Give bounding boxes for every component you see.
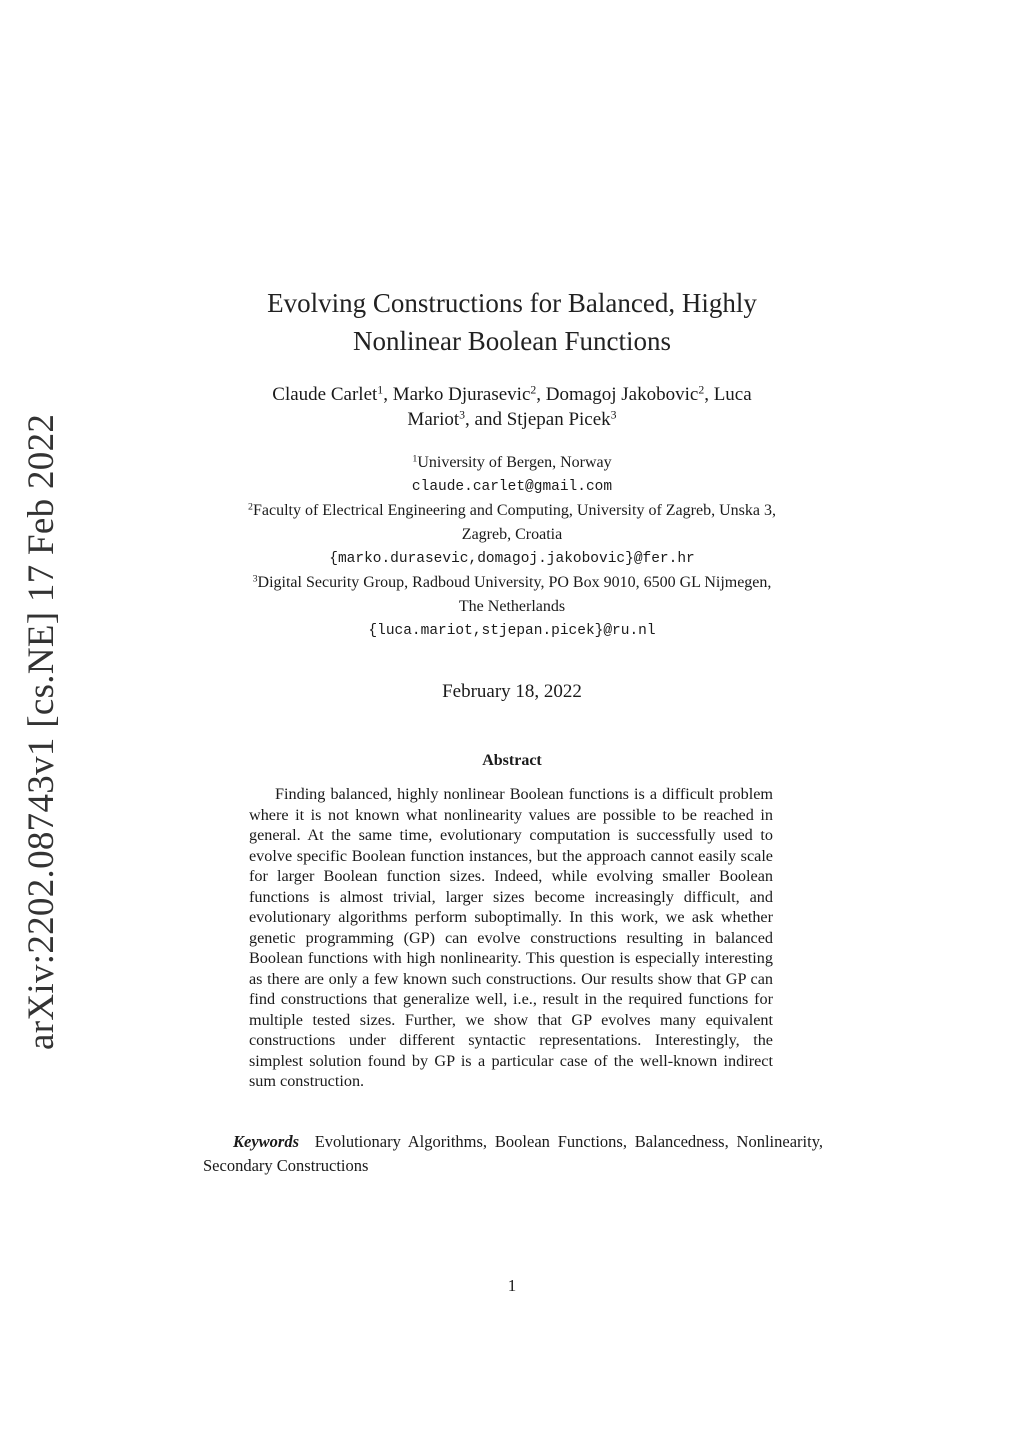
- paper-title: [0, 284, 1024, 360]
- affiliation-3: $^3$Digital Security Group, Radboud University, PO Box 9010, 6500 GL Nijmegen, The Netherlands {luca.mariot,stjepan.picek}@ru.nl: [0, 571, 1024, 643]
- email[interactable]: claude.carlet@gmail.com: [411, 479, 613, 495]
- page-number: 1: [507, 1276, 517, 1295]
- email[interactable]: {luca.mariot,stjepan.picek}@ru.nl: [368, 623, 656, 639]
- title-line-1: Evolving Constructions for Balanced, Highly: [267, 288, 757, 318]
- affiliation-1: $^1$University of Bergen, Norway claude.carlet@gmail.com: [0, 451, 1024, 499]
- author-name: Mariot: [407, 409, 460, 430]
- author-list: [0, 382, 1024, 432]
- author-name: Claude Carlet: [272, 384, 378, 405]
- authors-line-2: Mariot$^3$, and Stjepan Picek$^3$: [407, 408, 617, 430]
- abstract-body: Finding balanced, highly nonlinear Boolean functions is a difficult problem where it is not known what nonlinearity values are possible to be reached in general. At the same time, evolutionary computation is successfully used to evolve specific Boolean function instances, but the approach cannot easily scale for larger Boolean function sizes. Indeed, while evolving smaller Boolean functions is almost trivial, larger sizes become increasingly difficult, and evolutionary algorithms perform suboptimally. In this work, we ask whether genetic programming (GP) can evolve constructions resulting in balanced Boolean functions with high nonlinearity. This question is especially interesting as there are only a few known such constructions. Our results show that GP can find constructions that generalize well, i.e., result in the required functions for multiple tested sizes. Further, we show that GP evolves many equivalent constructions under different syntactic representations. Interestingly, the simplest solution found by GP is a particular case of the well-known indirect sum construction.: [249, 785, 773, 1090]
- title-line-2: Nonlinear Boolean Functions: [353, 326, 671, 356]
- author-name: Luca: [713, 384, 752, 405]
- author-name: Domagoj Jakobovic: [545, 384, 699, 405]
- author-name: Marko Djurasevic: [392, 384, 531, 405]
- email[interactable]: {marko.durasevic,domagoj.jakobovic}@fer.hr: [329, 551, 695, 567]
- affiliation-2: $^2$Faculty of Electrical Engineering and Computing, University of Zagreb, Unska 3, Zagreb, Croatia {marko.durasevic,domagoj.jakobovic}@fer.hr: [0, 499, 1024, 571]
- keywords-label: Keywords: [233, 1132, 299, 1151]
- authors-line-1: Claude Carlet$^1$, Marko Djurasevic$^2$, Domagoj Jakobovic$^2$, Luca: [272, 383, 752, 405]
- arxiv-stamp: arXiv:2202.08743v1 [cs.NE] 17 Feb 2022: [21, 413, 62, 1050]
- keywords-text: Evolutionary Algorithms, Boolean Functions, Balancedness, Nonlinearity, Secondary Constructions: [203, 1132, 824, 1175]
- keywords: [203, 1130, 823, 1178]
- author-name: and Stjepan Picek: [474, 409, 611, 430]
- publication-date: February 18, 2022: [442, 681, 582, 702]
- abstract-heading: Abstract: [482, 752, 542, 769]
